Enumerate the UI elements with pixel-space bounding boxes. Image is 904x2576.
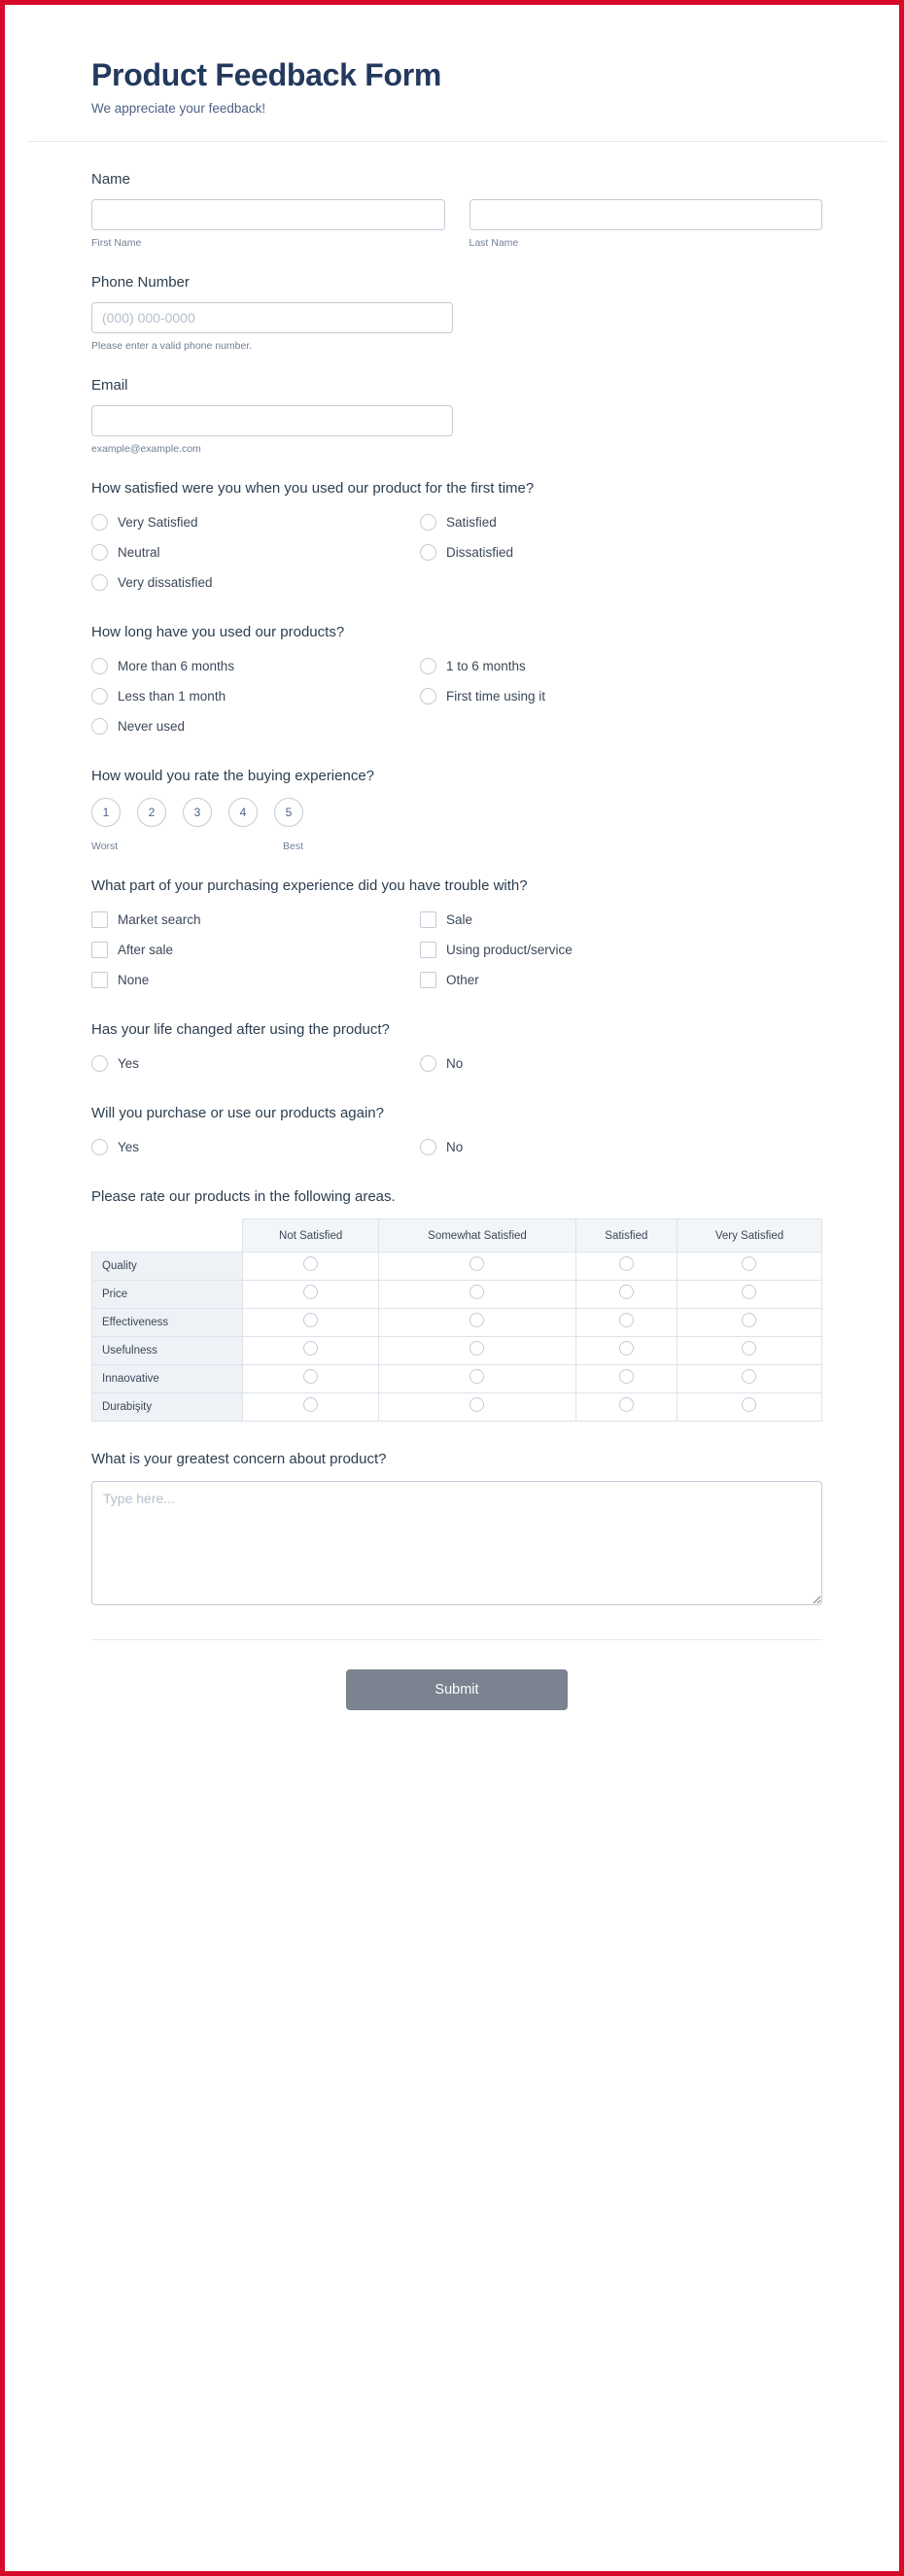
last-name-col (469, 199, 823, 249)
matrix-cell[interactable] (243, 1365, 379, 1393)
satisfaction-options (91, 510, 822, 595)
checkbox-icon[interactable] (91, 972, 108, 988)
radio-icon[interactable] (742, 1313, 756, 1327)
scale-circle[interactable]: 2 (137, 798, 166, 827)
option-label: Dissatisfied (446, 545, 514, 560)
email-sublabel: example@example.com (91, 443, 201, 455)
radio-option-satisfied[interactable] (420, 510, 822, 534)
life-changed-label: Has your life changed after using the product? (91, 1021, 390, 1038)
question-purchase-again (91, 1105, 822, 1159)
form-header (27, 24, 887, 142)
scale-high-caption: Best (283, 841, 304, 852)
question-matrix (91, 1188, 822, 1422)
email-col (91, 405, 453, 455)
radio-option-first-time-using-it[interactable] (420, 684, 822, 708)
option-label: Very dissatisfied (118, 575, 213, 590)
matrix-cell[interactable] (379, 1281, 575, 1309)
last-name-sublabel: Last Name (469, 237, 519, 249)
radio-icon[interactable] (742, 1369, 756, 1384)
radio-icon[interactable] (619, 1313, 634, 1327)
table-row (92, 1309, 822, 1337)
scale-captions (91, 833, 383, 852)
radio-option-very-dissatisfied[interactable] (91, 570, 420, 595)
option-label: Less than 1 month (118, 689, 226, 704)
radio-icon[interactable] (91, 514, 108, 531)
table-row (92, 1253, 822, 1281)
matrix-cell[interactable] (575, 1393, 677, 1422)
option-label: No (446, 1140, 464, 1154)
question-satisfaction (91, 480, 822, 595)
form-body (27, 142, 887, 1735)
radio-icon[interactable] (742, 1397, 756, 1412)
radio-icon[interactable] (420, 688, 436, 704)
page-title: Product Feedback Form (91, 57, 441, 92)
option-label: 1 to 6 months (446, 659, 526, 673)
matrix-row-label: Durabişity (92, 1393, 243, 1422)
matrix-cell[interactable] (575, 1281, 677, 1309)
question-concern (91, 1451, 822, 1610)
first-name-input[interactable] (91, 199, 445, 230)
option-label: First time using it (446, 689, 546, 704)
feedback-form (27, 24, 887, 1735)
trouble-options (91, 908, 822, 992)
matrix-cell[interactable] (379, 1253, 575, 1281)
radio-option-neutral[interactable] (91, 540, 420, 565)
radio-icon[interactable] (303, 1369, 318, 1384)
radio-icon[interactable] (420, 544, 436, 561)
checkbox-option-market-search[interactable] (91, 908, 420, 932)
matrix-column-header: Satisfied (575, 1219, 677, 1253)
matrix-cell[interactable] (677, 1253, 821, 1281)
radio-option-less-than-1-month[interactable] (91, 684, 420, 708)
table-row (92, 1365, 822, 1393)
radio-icon[interactable] (420, 1055, 436, 1072)
checkbox-option-using-product-service[interactable] (420, 938, 822, 962)
matrix-cell[interactable] (379, 1309, 575, 1337)
phone-col (91, 302, 453, 352)
radio-icon[interactable] (469, 1341, 484, 1356)
option-label: Using product/service (446, 943, 573, 957)
radio-option-dissatisfied[interactable] (420, 540, 822, 565)
radio-icon[interactable] (91, 574, 108, 591)
matrix-cell[interactable] (379, 1337, 575, 1365)
matrix-cell[interactable] (243, 1309, 379, 1337)
option-label: None (118, 973, 150, 987)
rating-matrix (91, 1219, 822, 1422)
first-name-col (91, 199, 445, 249)
matrix-cell[interactable] (677, 1393, 821, 1422)
radio-icon[interactable] (619, 1256, 634, 1271)
trouble-label: What part of your purchasing experience did you have trouble with? (91, 877, 528, 894)
matrix-row-label: Quality (92, 1253, 243, 1281)
radio-icon[interactable] (619, 1285, 634, 1299)
matrix-column-header: Very Satisfied (677, 1219, 821, 1253)
phone-input[interactable] (91, 302, 453, 333)
duration-options (91, 654, 822, 738)
option-label: Yes (118, 1056, 140, 1071)
satisfaction-label: How satisfied were you when you used our product for the first time? (91, 480, 535, 497)
checkbox-icon[interactable] (420, 911, 436, 928)
option-label: Very Satisfied (118, 515, 198, 530)
matrix-cell[interactable] (379, 1393, 575, 1422)
radio-icon[interactable] (420, 1139, 436, 1155)
option-label: Neutral (118, 545, 160, 560)
checkbox-option-after-sale[interactable] (91, 938, 420, 962)
option-label: Yes (118, 1140, 140, 1154)
scale-circle[interactable]: 3 (183, 798, 212, 827)
rating-scale (91, 798, 822, 827)
radio-icon[interactable] (469, 1369, 484, 1384)
matrix-cell[interactable] (243, 1281, 379, 1309)
scale-circle[interactable]: 1 (91, 798, 121, 827)
matrix-cell[interactable] (575, 1365, 677, 1393)
radio-icon[interactable] (420, 658, 436, 674)
option-label: Satisfied (446, 515, 497, 530)
table-row (92, 1393, 822, 1422)
option-label: Other (446, 973, 479, 987)
option-label: Never used (118, 719, 186, 734)
scale-item-4[interactable] (228, 798, 258, 827)
scale-item-3[interactable] (183, 798, 212, 827)
matrix-cell[interactable] (379, 1365, 575, 1393)
radio-option-more-than-6-months[interactable] (91, 654, 420, 678)
radio-icon[interactable] (91, 688, 108, 704)
radio-icon[interactable] (469, 1256, 484, 1271)
checkbox-icon[interactable] (91, 942, 108, 958)
radio-icon[interactable] (469, 1285, 484, 1299)
email-field-group (91, 377, 822, 455)
radio-icon[interactable] (91, 718, 108, 735)
radio-icon[interactable] (619, 1397, 634, 1412)
radio-option-1-to-6-months[interactable] (420, 654, 822, 678)
page-subtitle: We appreciate your feedback! (91, 101, 266, 116)
radio-icon[interactable] (91, 658, 108, 674)
matrix-cell[interactable] (243, 1253, 379, 1281)
matrix-cell[interactable] (677, 1337, 821, 1365)
option-label: No (446, 1056, 464, 1071)
name-label: Name (91, 171, 131, 188)
radio-icon[interactable] (303, 1397, 318, 1412)
checkbox-option-none[interactable] (91, 968, 420, 992)
radio-icon[interactable] (303, 1256, 318, 1271)
life-changed-options (91, 1051, 822, 1076)
table-row (92, 1281, 822, 1309)
radio-icon[interactable] (420, 514, 436, 531)
radio-icon[interactable] (303, 1313, 318, 1327)
duration-label: How long have you used our products? (91, 624, 345, 640)
radio-icon[interactable] (742, 1285, 756, 1299)
checkbox-icon[interactable] (420, 972, 436, 988)
radio-icon[interactable] (469, 1313, 484, 1327)
concern-textarea[interactable] (91, 1481, 822, 1605)
form-footer (91, 1639, 822, 1735)
checkbox-icon[interactable] (420, 942, 436, 958)
option-label: After sale (118, 943, 174, 957)
matrix-cell[interactable] (677, 1281, 821, 1309)
matrix-row-label: Effectiveness (92, 1309, 243, 1337)
radio-option-purchase-again-no[interactable] (420, 1135, 822, 1159)
scale-low-caption: Worst (91, 841, 119, 852)
scale-item-2[interactable] (137, 798, 166, 827)
name-row (91, 199, 822, 249)
matrix-row-label: Usefulness (92, 1337, 243, 1365)
scale-item-5[interactable] (274, 798, 303, 827)
radio-icon[interactable] (91, 1055, 108, 1072)
first-name-sublabel: First Name (91, 237, 142, 249)
buying-experience-label: How would you rate the buying experience? (91, 768, 375, 784)
matrix-header-row (92, 1219, 822, 1253)
matrix-row-label: Innaovative (92, 1365, 243, 1393)
matrix-cell[interactable] (575, 1309, 677, 1337)
option-label: Sale (446, 912, 473, 927)
matrix-cell[interactable] (243, 1393, 379, 1422)
question-life-changed (91, 1021, 822, 1076)
matrix-cell[interactable] (243, 1337, 379, 1365)
scale-circle[interactable]: 4 (228, 798, 258, 827)
concern-label: What is your greatest concern about product? (91, 1451, 387, 1467)
checkbox-icon[interactable] (91, 911, 108, 928)
purchase-again-options (91, 1135, 822, 1159)
phone-label: Phone Number (91, 274, 190, 291)
checkbox-option-other[interactable] (420, 968, 822, 992)
matrix-column-header: Somewhat Satisfied (379, 1219, 575, 1253)
radio-icon[interactable] (91, 544, 108, 561)
radio-icon[interactable] (742, 1256, 756, 1271)
checkbox-option-sale[interactable] (420, 908, 822, 932)
last-name-input[interactable] (469, 199, 823, 230)
matrix-cell[interactable] (677, 1309, 821, 1337)
radio-option-very-satisfied[interactable] (91, 510, 420, 534)
phone-sublabel: Please enter a valid phone number. (91, 340, 253, 352)
radio-icon[interactable] (303, 1341, 318, 1356)
phone-field-group (91, 274, 822, 352)
radio-option-life-changed-no[interactable] (420, 1051, 822, 1076)
matrix-row-label: Price (92, 1281, 243, 1309)
matrix-cell[interactable] (677, 1365, 821, 1393)
submit-button[interactable]: Submit (346, 1669, 568, 1710)
radio-option-purchase-again-yes[interactable] (91, 1135, 420, 1159)
matrix-column-header: Not Satisfied (243, 1219, 379, 1253)
scale-item-1[interactable] (91, 798, 121, 827)
table-row (92, 1337, 822, 1365)
radio-icon[interactable] (469, 1397, 484, 1412)
radio-icon[interactable] (742, 1341, 756, 1356)
radio-option-life-changed-yes[interactable] (91, 1051, 420, 1076)
purchase-again-label: Will you purchase or use our products again? (91, 1105, 384, 1121)
email-field[interactable] (91, 405, 453, 436)
radio-icon[interactable] (619, 1369, 634, 1384)
question-trouble (91, 877, 822, 992)
radio-icon[interactable] (303, 1285, 318, 1299)
name-field-group (91, 171, 822, 249)
option-label: Market search (118, 912, 201, 927)
matrix-cell[interactable] (575, 1253, 677, 1281)
question-buying-experience (91, 768, 822, 852)
matrix-cell[interactable] (575, 1337, 677, 1365)
radio-icon[interactable] (619, 1341, 634, 1356)
matrix-corner (92, 1219, 243, 1253)
scale-circle[interactable]: 5 (274, 798, 303, 827)
radio-option-never-used[interactable] (91, 714, 420, 738)
question-duration (91, 624, 822, 738)
radio-icon[interactable] (91, 1139, 108, 1155)
email-label: Email (91, 377, 128, 394)
option-label: More than 6 months (118, 659, 235, 673)
matrix-label: Please rate our products in the following areas. (91, 1188, 396, 1205)
